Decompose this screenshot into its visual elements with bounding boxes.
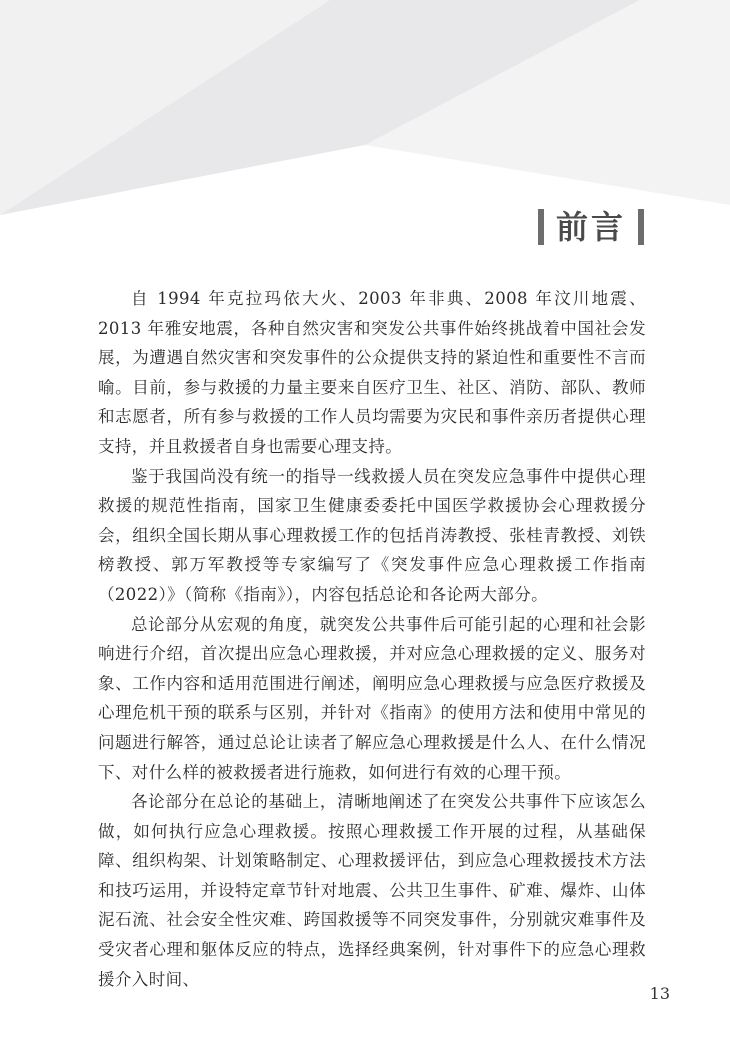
page-title: 前言 <box>555 208 626 246</box>
body-text <box>98 284 646 994</box>
paragraph-1: 自 1994 年克拉玛依大火、2003 年非典、2008 年汶川地震、2013 年雅安地震，各种自然灾害和突发公共事件始终挑战着中国社会发展，为遭遇自然灾害和突发事件的公众提供支持的紧迫性和重要性不言而喻。目前，参与救援的力量主要来自医疗卫生、社区、消防、部队、教师和志愿者，所有参与救援的工作人员均需要为灾民和事件亲历者提供心理支持，并且救援者自身也需要心理支持。 <box>98 289 646 456</box>
paragraph-3: 总论部分从宏观的角度，就突发公共事件后可能引起的心理和社会影响进行介绍，首次提出应急心理救援，并对应急心理救援的定义、服务对象、工作内容和适用范围进行阐述，阐明应急心理救援与应急医疗救援及心理危机干预的联系与区别，并针对《指南》的使用方法和使用中常见的问题进行解答，通过总论让读者了解应急心理救援是什么人、在什么情况下、对什么样的被救援者进行施救，如何进行有效的心理干预。 <box>98 614 646 782</box>
paragraph-4: 各论部分在总论的基础上，清晰地阐述了在突发公共事件下应该怎么做，如何执行应急心理救援。按照心理救援工作开展的过程，从基础保障、组织构架、计划策略制定、心理救援评估，到应急心理救援技术方法和技巧运用，并设特定章节针对地震、公共卫生事件、矿难、爆炸、山体泥石流、社会安全性灾难、跨国救援等不同突发事件，分别就灾难事件及受灾者心理和躯体反应的特点，选择经典案例，针对事件下的应急心理救援介入时间、 <box>98 792 646 989</box>
page-number: 13 <box>649 984 670 1003</box>
title-bar-right <box>638 209 644 245</box>
title-bar-left <box>538 209 544 245</box>
page-title-block <box>538 207 644 247</box>
paragraph-2: 鉴于我国尚没有统一的指导一线救援人员在突发应急事件中提供心理救援的规范性指南，国家卫生健康委委托中国医学救援协会心理救援分会，组织全国长期从事心理救援工作的包括肖涛教授、张桂青教授、刘铁榜教授、郭万军教授等专家编写了《突发事件应急心理救援工作指南（2022）》（简称《指南》），内容包括总论和各论两大部分。 <box>98 466 646 604</box>
